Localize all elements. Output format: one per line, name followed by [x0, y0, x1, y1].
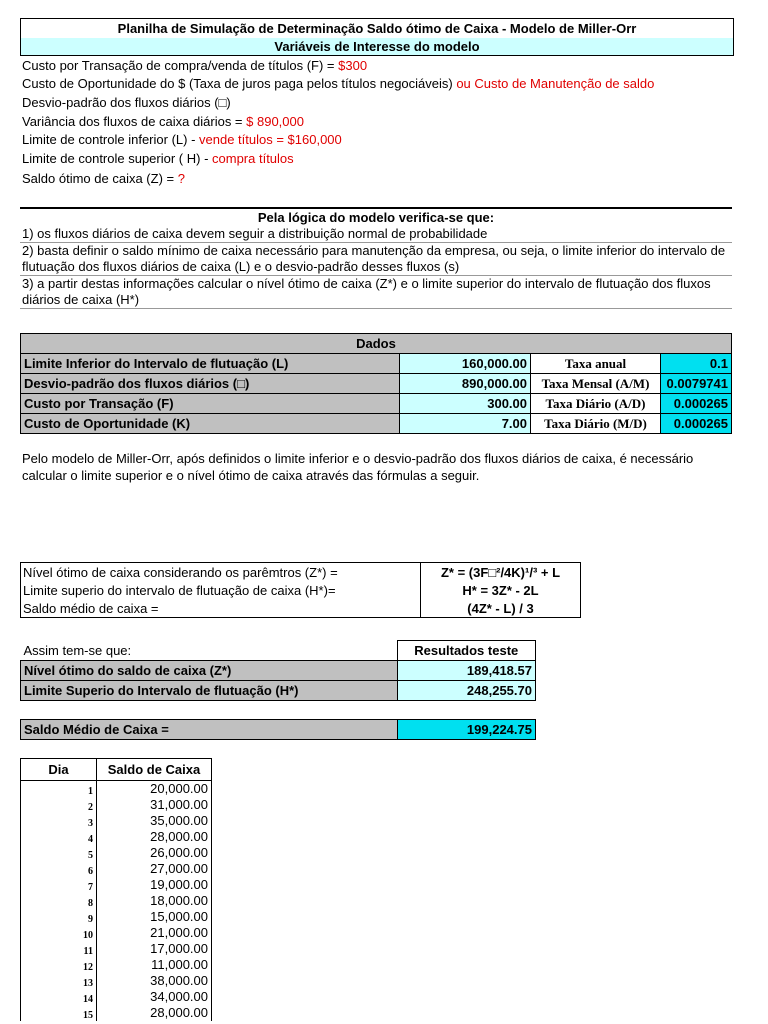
day-balance[interactable]: 28,000.00 — [97, 1005, 212, 1021]
dados-label: Custo por Transação (F) — [21, 394, 400, 414]
table-row — [21, 1005, 212, 1021]
day-number: 7 — [21, 877, 97, 893]
day-number: 12 — [21, 957, 97, 973]
rate-value[interactable]: 0.1 — [661, 354, 732, 374]
formula-cell[interactable]: H* = 3Z* - 2L — [421, 581, 581, 599]
table-row — [21, 813, 212, 829]
daily-balance-table — [20, 758, 212, 1021]
dados-value[interactable]: 890,000.00 — [400, 374, 531, 394]
col-dia: Dia — [21, 759, 97, 781]
day-number: 9 — [21, 909, 97, 925]
table-row — [21, 909, 212, 925]
day-number: 6 — [21, 861, 97, 877]
day-number: 15 — [21, 1005, 97, 1021]
table-row — [21, 354, 732, 374]
table-row — [21, 989, 212, 1005]
results-header: Resultados teste — [397, 641, 536, 661]
formula-table — [20, 562, 581, 618]
sheet-title: Planilha de Simulação de Determinação Saldo ótimo de Caixa - Modelo de Miller-Orr — [20, 18, 734, 39]
variable-line: Saldo ótimo de caixa (Z) = ? — [22, 171, 185, 186]
daily-balance-body — [21, 781, 212, 1022]
day-balance[interactable]: 28,000.00 — [97, 829, 212, 845]
formula-label: Limite superio do intervalo de flutuação de caixa (H*)= — [23, 582, 336, 598]
table-row — [21, 661, 536, 681]
dados-label: Desvio-padrão dos fluxos diários (□) — [21, 374, 400, 394]
table-row — [21, 973, 212, 989]
day-balance[interactable]: 31,000.00 — [97, 797, 212, 813]
logic-item: 3) a partir destas informações calcular o nível ótimo de caixa (Z*) e o limite superior do intervalo de flutuação dos fluxos diários de caixa (H*) — [20, 276, 732, 309]
dados-label: Custo de Oportunidade (K) — [21, 414, 400, 434]
table-row — [21, 829, 212, 845]
day-number: 4 — [21, 829, 97, 845]
day-balance[interactable]: 20,000.00 — [97, 781, 212, 798]
logic-item: 2) basta definir o saldo mínimo de caixa necessário para manutenção da empresa, ou seja, o limite inferior do intervalo de flutuação dos fluxos diários de caixa (L) e o desvio-padrão desses fluxos (s) — [20, 243, 732, 276]
day-balance[interactable]: 26,000.00 — [97, 845, 212, 861]
rate-label: Taxa Mensal (A/M) — [531, 374, 661, 394]
variable-line: Desvio-padrão dos fluxos diários (□) — [22, 95, 231, 110]
saldo-medio-label: Saldo Médio de Caixa = — [21, 720, 398, 740]
result-label: Limite Superio do Intervalo de flutuação (H*) — [21, 681, 398, 701]
day-number: 3 — [21, 813, 97, 829]
variable-line: Variância dos fluxos de caixa diários = $ 890,000 — [22, 114, 304, 129]
rate-value[interactable]: 0.000265 — [661, 394, 732, 414]
rate-label: Taxa Diário (M/D) — [531, 414, 661, 434]
table-row — [21, 641, 536, 661]
table-row — [21, 797, 212, 813]
formula-label: Nível ótimo de caixa considerando os parêmtros (Z*) = — [23, 564, 338, 580]
logic-section — [20, 207, 732, 323]
variable-line: Limite de controle superior ( H) - compra títulos — [22, 151, 294, 166]
dados-value[interactable]: 7.00 — [400, 414, 531, 434]
variable-line: Custo de Oportunidade do $ (Taxa de juros paga pelos títulos negociáveis) ou Custo de Manutenção de saldo — [22, 76, 655, 91]
variable-line: Custo por Transação de compra/venda de títulos (F) = $300 — [22, 58, 368, 73]
day-balance[interactable]: 17,000.00 — [97, 941, 212, 957]
day-number: 14 — [21, 989, 97, 1005]
table-row — [21, 845, 212, 861]
results-table — [20, 640, 536, 701]
table-row — [21, 563, 581, 582]
day-number: 2 — [21, 797, 97, 813]
table-row — [21, 599, 581, 618]
day-balance[interactable]: 15,000.00 — [97, 909, 212, 925]
table-header-row — [21, 759, 212, 781]
saldo-medio-value[interactable]: 199,224.75 — [398, 720, 536, 740]
day-number: 8 — [21, 893, 97, 909]
day-number: 1 — [21, 781, 97, 798]
day-number: 10 — [21, 925, 97, 941]
formula-cell[interactable]: Z* = (3F□²/4K)¹/³ + L — [421, 563, 581, 582]
logic-item: 1) os fluxos diários de caixa devem seguir a distribuição normal de probabilidade — [20, 226, 732, 243]
day-number: 11 — [21, 941, 97, 957]
day-balance[interactable]: 27,000.00 — [97, 861, 212, 877]
day-number: 13 — [21, 973, 97, 989]
logic-heading: Pela lógica do modelo verifica-se que: — [257, 210, 495, 225]
dados-value[interactable]: 160,000.00 — [400, 354, 531, 374]
day-balance[interactable]: 34,000.00 — [97, 989, 212, 1005]
table-row — [21, 925, 212, 941]
table-row — [21, 893, 212, 909]
rate-label: Taxa anual — [531, 354, 661, 374]
day-balance[interactable]: 18,000.00 — [97, 893, 212, 909]
result-label: Nível ótimo do saldo de caixa (Z*) — [21, 661, 398, 681]
day-number: 5 — [21, 845, 97, 861]
day-balance[interactable]: 11,000.00 — [97, 957, 212, 973]
saldo-medio-table — [20, 719, 536, 740]
table-row — [21, 720, 536, 740]
formula-cell[interactable]: (4Z* - L) / 3 — [421, 599, 581, 618]
table-row — [21, 581, 581, 599]
result-value[interactable]: 248,255.70 — [397, 681, 536, 701]
dados-label: Limite Inferior do Intervalo de flutuação (L) — [21, 354, 400, 374]
result-value[interactable]: 189,418.57 — [397, 661, 536, 681]
rate-value[interactable]: 0.000265 — [661, 414, 732, 434]
col-saldo: Saldo de Caixa — [97, 759, 212, 781]
rate-label: Taxa Diário (A/D) — [531, 394, 661, 414]
formula-label: Saldo médio de caixa = — [23, 600, 159, 616]
results-intro: Assim tem-se que: — [23, 642, 132, 658]
dados-value[interactable]: 300.00 — [400, 394, 531, 414]
table-row — [21, 374, 732, 394]
table-row — [21, 941, 212, 957]
table-row — [21, 781, 212, 798]
table-row — [21, 957, 212, 973]
table-row — [21, 414, 732, 434]
dados-table — [20, 333, 732, 434]
table-row — [21, 877, 212, 893]
day-balance[interactable]: 21,000.00 — [97, 925, 212, 941]
table-row — [21, 861, 212, 877]
day-balance[interactable]: 19,000.00 — [97, 877, 212, 893]
day-balance[interactable]: 35,000.00 — [97, 813, 212, 829]
rate-value[interactable]: 0.0079741 — [661, 374, 732, 394]
dados-heading: Dados — [21, 334, 732, 354]
variable-line: Limite de controle inferior (L) - vende títulos = $160,000 — [22, 132, 342, 147]
table-row — [21, 681, 536, 701]
day-balance[interactable]: 38,000.00 — [97, 973, 212, 989]
explanation-paragraph: Pelo modelo de Miller-Orr, após definidos o limite inferior e o desvio-padrão dos fluxos diários de caixa, é necessário calcular o limite superior e o nível ótimo de caixa através das fórmulas a seguir. — [22, 451, 694, 483]
section-subtitle: Variáveis de Interesse do modelo — [20, 38, 734, 56]
table-row — [21, 394, 732, 414]
